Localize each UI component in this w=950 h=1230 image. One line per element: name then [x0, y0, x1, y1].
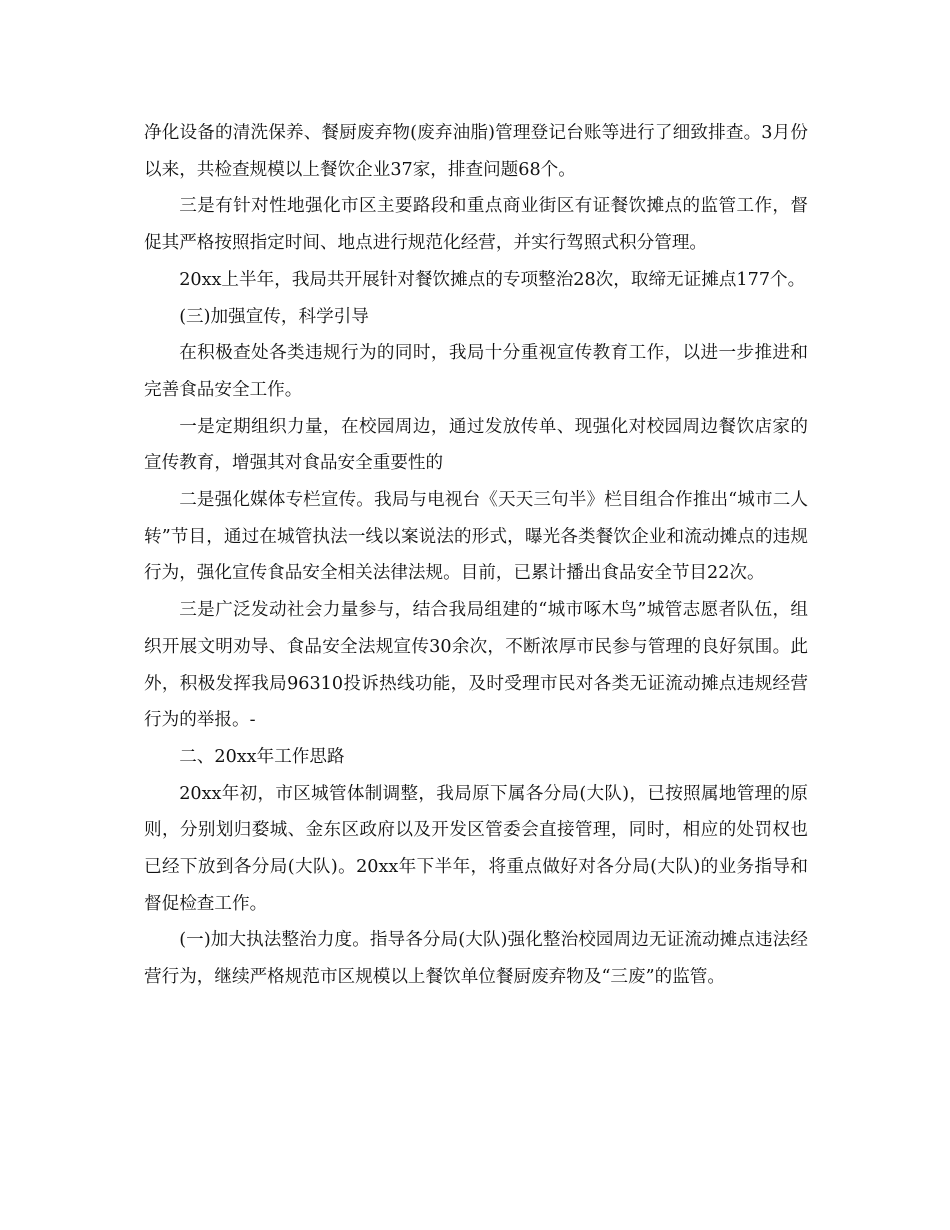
- paragraph-11: (一)加大执法整治力度。指导各分局(大队)强化整治校园周边无证流动摊点违法经营行为，继续严格规范市区规模以上餐饮单位餐厨废弃物及“三废”的监管。: [144, 930, 808, 988]
- paragraph-3: 20xx上半年，我局共开展针对餐饮摊点的专项整治28次，取缔无证摊点177个。: [179, 269, 806, 290]
- paragraph-5: 在积极查处各类违规行为的同时，我局十分重视宣传教育工作，以进一步推进和完善食品安全工作。: [144, 343, 808, 400]
- document-body: [144, 115, 808, 996]
- paragraph-6: 一是定期组织力量，在校园周边，通过发放传单、现强化对校园周边餐饮店家的宣传教育，增强其对食品安全重要性的: [144, 416, 808, 474]
- section-heading-work-plan: 二、20xx年工作思路: [179, 746, 345, 767]
- paragraph-10: 20xx年初，市区城管体制调整，我局原下属各分局(大队)，已按照属地管理的原则，分别划归婺城、金东区政府以及开发区管委会直接管理，同时，相应的处罚权也已经下放到各分局(大队)。20xx年下半年，将重点做好对各分局(大队)的业务指导和督促检查工作。: [144, 783, 808, 914]
- paragraph-2: 三是有针对性地强化市区主要路段和重点商业街区有证餐饮摊点的监管工作，督促其严格按照指定时间、地点进行规范化经营，并实行驾照式积分管理。: [144, 196, 808, 254]
- paragraph-1: 净化设备的清洗保养、餐厨废弃物(废弃油脂)管理登记台账等进行了细致排查。3月份以来，共检查规模以上餐饮企业37家，排查问题68个。: [144, 123, 808, 180]
- section-heading-publicity: (三)加强宣传，科学引导: [179, 306, 369, 327]
- paragraph-7: 二是强化媒体专栏宣传。我局与电视台《天天三句半》栏目组合作推出“城市二人转”节目，通过在城管执法一线以案说法的形式，曝光各类餐饮企业和流动摊点的违规行为，强化宣传食品安全相关法律法规。目前，已累计播出食品安全节目22次。: [144, 490, 808, 584]
- paragraph-8: 三是广泛发动社会力量参与，结合我局组建的“城市啄木鸟”城管志愿者队伍，组织开展文明劝导、食品安全法规宣传30余次，不断浓厚市民参与管理的良好氛围。此外，积极发挥我局96310投诉热线功能，及时受理市民对各类无证流动摊点违规经营行为的举报。-: [144, 600, 808, 731]
